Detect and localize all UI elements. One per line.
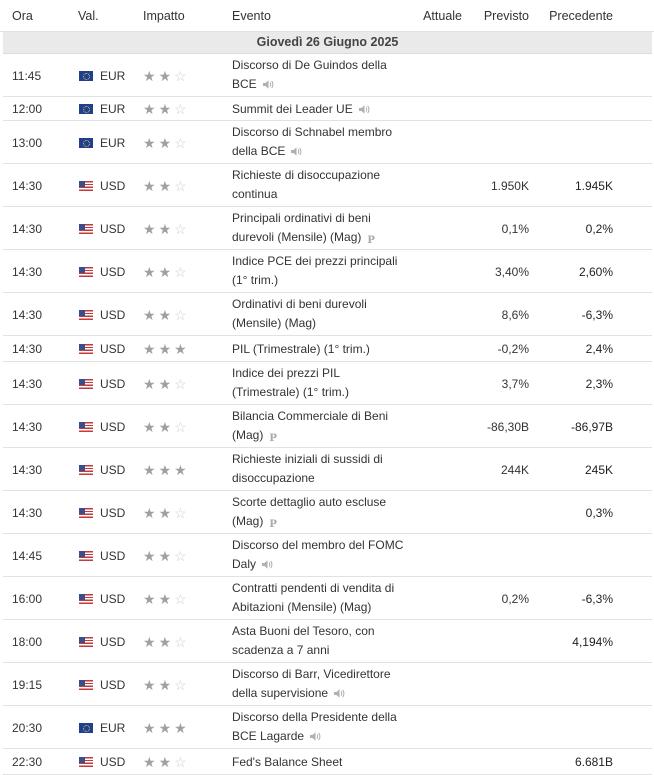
event-row[interactable] — [3, 749, 652, 775]
preliminary-icon: P — [367, 235, 375, 246]
event-row[interactable] — [3, 207, 652, 250]
star-filled-icon: ★ — [174, 341, 187, 357]
event-row[interactable] — [3, 706, 652, 749]
event-time: 16:00 — [12, 592, 43, 606]
currency-code: EUR — [100, 102, 126, 116]
event-name[interactable] — [232, 622, 412, 660]
event-name[interactable] — [232, 493, 412, 534]
star-filled-icon: ★ — [143, 376, 156, 392]
impact-stars — [143, 592, 187, 606]
impact-stars — [143, 102, 187, 116]
event-name[interactable] — [232, 252, 412, 290]
star-filled-icon: ★ — [143, 135, 156, 151]
impact-stars — [143, 463, 187, 477]
event-currency — [79, 755, 125, 769]
currency-code: EUR — [100, 136, 126, 150]
star-empty-icon: ☆ — [174, 221, 187, 237]
header-impact[interactable]: Impatto — [143, 9, 185, 23]
us-flag-icon — [79, 508, 93, 518]
eu-flag-icon — [79, 104, 93, 114]
event-forecast: 0,2% — [501, 592, 529, 606]
event-currency — [79, 69, 125, 83]
event-row[interactable] — [3, 405, 652, 448]
star-empty-icon: ☆ — [174, 101, 187, 117]
event-previous: 2,3% — [585, 377, 613, 391]
star-filled-icon: ★ — [143, 264, 156, 280]
event-row[interactable] — [3, 491, 652, 534]
event-currency — [79, 506, 125, 520]
event-forecast: 3,40% — [494, 265, 529, 279]
star-filled-icon: ★ — [158, 720, 172, 736]
us-flag-icon — [79, 224, 93, 234]
impact-stars — [143, 506, 187, 520]
star-empty-icon: ☆ — [174, 548, 187, 564]
star-filled-icon: ★ — [158, 264, 172, 280]
event-forecast: 1.950K — [490, 179, 529, 193]
us-flag-icon — [79, 344, 93, 354]
star-filled-icon: ★ — [158, 135, 172, 151]
event-name-line2[interactable]: (Trimestrale) (1° trim.) — [232, 385, 350, 399]
event-forecast: 8,6% — [501, 308, 529, 322]
impact-stars — [143, 136, 187, 150]
table-header — [0, 0, 654, 32]
star-filled-icon: ★ — [158, 178, 172, 194]
event-name-line1[interactable]: Discorso della Presidente della — [232, 710, 397, 724]
us-flag-icon — [79, 465, 93, 475]
event-name[interactable] — [232, 407, 412, 448]
event-name-line1[interactable]: Bilancia Commerciale di Beni — [232, 409, 389, 423]
header-actual[interactable]: Attuale — [423, 9, 462, 23]
star-empty-icon: ☆ — [174, 307, 187, 323]
event-name[interactable] — [232, 665, 412, 703]
event-name-line1[interactable]: Indice PCE dei prezzi principali — [232, 254, 398, 268]
event-forecast: 0,1% — [501, 222, 529, 236]
impact-stars — [143, 635, 187, 649]
event-name[interactable] — [232, 708, 412, 746]
speaker-icon[interactable] — [309, 731, 321, 742]
event-row[interactable] — [3, 336, 652, 362]
event-forecast: -0,2% — [497, 342, 529, 356]
event-name-line2[interactable]: BCE Lagarde — [232, 729, 305, 743]
event-name-line2[interactable]: (Mag) — [232, 428, 264, 442]
impact-stars — [143, 755, 187, 769]
eu-flag-icon — [79, 71, 93, 81]
impact-stars — [143, 308, 187, 322]
impact-stars — [143, 265, 187, 279]
event-previous: -6,3% — [581, 592, 613, 606]
event-name-line2[interactable]: scadenza a 7 anni — [232, 643, 330, 657]
speaker-icon[interactable] — [333, 688, 345, 699]
star-empty-icon: ☆ — [174, 754, 187, 770]
us-flag-icon — [79, 551, 93, 561]
event-row[interactable] — [3, 663, 652, 706]
impact-stars — [143, 342, 187, 356]
event-name[interactable] — [232, 450, 412, 488]
currency-code: USD — [100, 755, 126, 769]
event-name-line2[interactable]: della supervisione — [232, 686, 329, 700]
event-name-line1[interactable]: Contratti pendenti di vendita di — [232, 581, 395, 595]
event-row[interactable] — [3, 121, 652, 164]
star-filled-icon: ★ — [143, 341, 156, 357]
star-filled-icon: ★ — [174, 720, 187, 736]
event-name[interactable] — [232, 295, 412, 333]
star-filled-icon: ★ — [158, 677, 172, 693]
preliminary-icon: P — [269, 433, 277, 444]
event-row[interactable] — [3, 620, 652, 663]
event-name-line2[interactable]: (Mag) — [232, 514, 264, 528]
event-currency — [79, 342, 125, 356]
star-filled-icon: ★ — [143, 677, 156, 693]
star-empty-icon: ☆ — [174, 178, 187, 194]
currency-code: USD — [100, 377, 126, 391]
event-currency — [79, 420, 125, 434]
event-name-line2[interactable]: (1° trim.) — [232, 273, 279, 287]
star-filled-icon: ★ — [158, 221, 172, 237]
event-row[interactable] — [3, 293, 652, 336]
event-row[interactable] — [3, 534, 652, 577]
speaker-icon[interactable] — [358, 104, 370, 115]
event-row[interactable] — [3, 448, 652, 491]
star-filled-icon: ★ — [143, 548, 156, 564]
event-name-line1[interactable]: Scorte dettaglio auto escluse — [232, 495, 387, 509]
star-filled-icon: ★ — [158, 505, 172, 521]
event-name-line1[interactable]: Asta Buoni del Tesoro, con — [232, 624, 375, 638]
event-time: 20:30 — [12, 721, 43, 735]
event-time: 14:30 — [12, 377, 43, 391]
event-currency — [79, 179, 125, 193]
event-previous: 1.945K — [574, 179, 613, 193]
event-name-line2[interactable]: disoccupazione — [232, 471, 315, 485]
event-currency — [79, 102, 125, 116]
star-filled-icon: ★ — [143, 307, 156, 323]
event-currency — [79, 222, 125, 236]
event-currency — [79, 549, 125, 563]
header-currency[interactable]: Val. — [78, 9, 99, 23]
us-flag-icon — [79, 310, 93, 320]
us-flag-icon — [79, 267, 93, 277]
event-time: 13:00 — [12, 136, 43, 150]
event-time: 11:45 — [12, 69, 42, 83]
preliminary-icon: P — [269, 519, 277, 530]
event-name[interactable] — [232, 753, 412, 772]
event-name-line1[interactable]: Discorso di Barr, Vicedirettore — [232, 667, 391, 681]
event-currency — [79, 721, 125, 735]
event-row[interactable] — [3, 164, 652, 207]
event-name-line1[interactable]: Richieste di disoccupazione — [232, 168, 381, 182]
star-filled-icon: ★ — [158, 548, 172, 564]
event-row[interactable] — [3, 97, 652, 121]
star-filled-icon: ★ — [158, 754, 172, 770]
impact-stars — [143, 222, 187, 236]
event-forecast: -86,30B — [486, 420, 529, 434]
impact-stars — [143, 69, 187, 83]
star-filled-icon: ★ — [143, 68, 156, 84]
event-name[interactable] — [232, 166, 412, 204]
event-time: 14:30 — [12, 506, 43, 520]
star-filled-icon: ★ — [158, 376, 172, 392]
star-filled-icon: ★ — [143, 720, 156, 736]
event-forecast: 3,7% — [501, 377, 529, 391]
event-time: 14:30 — [12, 222, 43, 236]
event-name-line2[interactable]: continua — [232, 187, 278, 201]
currency-code: USD — [100, 635, 126, 649]
event-time: 14:45 — [12, 549, 43, 563]
us-flag-icon — [79, 422, 93, 432]
us-flag-icon — [79, 594, 93, 604]
event-previous: 2,60% — [578, 265, 613, 279]
event-currency — [79, 308, 125, 322]
event-previous: 6.681B — [574, 755, 613, 769]
star-filled-icon: ★ — [158, 462, 172, 478]
impact-stars — [143, 179, 187, 193]
event-time: 14:30 — [12, 342, 43, 356]
star-filled-icon: ★ — [143, 634, 156, 650]
event-currency — [79, 377, 125, 391]
event-forecast: 244K — [500, 463, 529, 477]
star-filled-icon: ★ — [158, 591, 172, 607]
event-name-line1[interactable]: Discorso del membro del FOMC — [232, 538, 404, 552]
event-currency — [79, 265, 125, 279]
star-empty-icon: ☆ — [174, 376, 187, 392]
event-name[interactable] — [232, 209, 412, 250]
event-name-line2[interactable]: durevoli (Mensile) (Mag) — [232, 230, 362, 244]
event-currency — [79, 463, 125, 477]
currency-code: USD — [100, 592, 126, 606]
event-row[interactable] — [3, 577, 652, 620]
star-filled-icon: ★ — [158, 101, 172, 117]
us-flag-icon — [79, 757, 93, 767]
currency-code: USD — [100, 420, 126, 434]
event-previous: 0,3% — [585, 506, 613, 520]
event-name[interactable] — [232, 579, 412, 617]
event-previous: 245K — [584, 463, 613, 477]
event-row[interactable] — [3, 362, 652, 405]
currency-code: USD — [100, 179, 126, 193]
header-previous[interactable]: Precedente — [549, 9, 613, 23]
event-time: 18:00 — [12, 635, 43, 649]
event-currency — [79, 678, 125, 692]
event-row[interactable] — [3, 54, 652, 97]
event-name-line2[interactable]: (Mensile) (Mag) — [232, 316, 317, 330]
impact-stars — [143, 721, 187, 735]
star-empty-icon: ☆ — [174, 677, 187, 693]
header-time[interactable]: Ora — [12, 9, 33, 23]
event-previous: 4,194% — [572, 635, 613, 649]
impact-stars — [143, 377, 187, 391]
speaker-icon[interactable] — [262, 79, 274, 90]
currency-code: USD — [100, 308, 126, 322]
event-time: 19:15 — [12, 678, 43, 692]
eu-flag-icon — [79, 723, 93, 733]
event-name-line1[interactable]: Richieste iniziali di sussidi di — [232, 452, 383, 466]
event-previous: 0,2% — [585, 222, 613, 236]
event-name-line1[interactable]: Discorso di Schnabel membro — [232, 125, 393, 139]
event-name-line1[interactable]: Ordinativi di beni durevoli — [232, 297, 367, 311]
star-filled-icon: ★ — [158, 634, 172, 650]
event-previous: -86,97B — [570, 420, 613, 434]
event-name[interactable] — [232, 536, 412, 574]
star-empty-icon: ☆ — [174, 68, 187, 84]
event-name[interactable] — [232, 123, 412, 161]
currency-code: USD — [100, 265, 126, 279]
currency-code: USD — [100, 678, 126, 692]
header-forecast[interactable]: Previsto — [483, 9, 529, 23]
event-currency — [79, 635, 125, 649]
star-filled-icon: ★ — [143, 178, 156, 194]
event-time: 14:30 — [12, 179, 43, 193]
event-time: 14:30 — [12, 463, 43, 477]
currency-code: USD — [100, 222, 126, 236]
star-empty-icon: ☆ — [174, 419, 187, 435]
event-time: 14:30 — [12, 308, 43, 322]
event-name[interactable] — [232, 340, 412, 359]
currency-code: USD — [100, 463, 126, 477]
speaker-icon[interactable] — [261, 559, 273, 570]
us-flag-icon — [79, 379, 93, 389]
currency-code: USD — [100, 342, 126, 356]
star-filled-icon: ★ — [158, 307, 172, 323]
event-name-line1[interactable]: PIL (Trimestrale) (1° trim.) — [232, 342, 370, 356]
event-name-line2[interactable]: Abitazioni (Mensile) (Mag) — [232, 600, 372, 614]
impact-stars — [143, 420, 187, 434]
star-filled-icon: ★ — [158, 68, 172, 84]
star-filled-icon: ★ — [158, 419, 172, 435]
event-currency — [79, 136, 125, 150]
event-name[interactable] — [232, 364, 412, 402]
day-separator: Giovedì 26 Giugno 2025 — [3, 32, 652, 54]
event-name-line1[interactable]: Fed's Balance Sheet — [232, 755, 343, 769]
us-flag-icon — [79, 637, 93, 647]
star-filled-icon: ★ — [143, 462, 156, 478]
event-time: 14:30 — [12, 420, 43, 434]
event-name-line1[interactable]: Summit dei Leader UE — [232, 102, 353, 116]
currency-code: EUR — [100, 721, 126, 735]
impact-stars — [143, 678, 187, 692]
event-name-line1[interactable]: Principali ordinativi di beni — [232, 211, 371, 225]
star-empty-icon: ☆ — [174, 591, 187, 607]
event-currency — [79, 592, 125, 606]
event-time: 22:30 — [12, 755, 43, 769]
event-name[interactable] — [232, 100, 412, 119]
event-time: 12:00 — [12, 102, 43, 116]
star-empty-icon: ☆ — [174, 634, 187, 650]
event-name-line1[interactable]: Discorso di De Guindos della — [232, 58, 387, 72]
star-filled-icon: ★ — [143, 101, 156, 117]
currency-code: USD — [100, 506, 126, 520]
event-row[interactable] — [3, 250, 652, 293]
event-name-line2[interactable]: Daly — [232, 557, 257, 571]
eu-flag-icon — [79, 138, 93, 148]
star-filled-icon: ★ — [158, 341, 172, 357]
header-event[interactable]: Evento — [232, 9, 271, 23]
impact-stars — [143, 549, 187, 563]
event-time: 14:30 — [12, 265, 43, 279]
us-flag-icon — [79, 181, 93, 191]
star-filled-icon: ★ — [143, 591, 156, 607]
star-filled-icon: ★ — [143, 754, 156, 770]
star-filled-icon: ★ — [143, 419, 156, 435]
event-previous: 2,4% — [585, 342, 613, 356]
star-filled-icon: ★ — [174, 462, 187, 478]
event-name-line2[interactable]: della BCE — [232, 144, 286, 158]
currency-code: USD — [100, 549, 126, 563]
star-empty-icon: ☆ — [174, 505, 187, 521]
event-name-line1[interactable]: Indice dei prezzi PIL — [232, 366, 341, 380]
speaker-icon[interactable] — [290, 146, 302, 157]
star-empty-icon: ☆ — [174, 135, 187, 151]
currency-code: EUR — [100, 69, 126, 83]
event-name[interactable] — [232, 56, 412, 94]
star-empty-icon: ☆ — [174, 264, 187, 280]
event-previous: -6,3% — [581, 308, 613, 322]
event-name-line2[interactable]: BCE — [232, 77, 257, 91]
star-filled-icon: ★ — [143, 505, 156, 521]
star-filled-icon: ★ — [143, 221, 156, 237]
us-flag-icon — [79, 680, 93, 690]
